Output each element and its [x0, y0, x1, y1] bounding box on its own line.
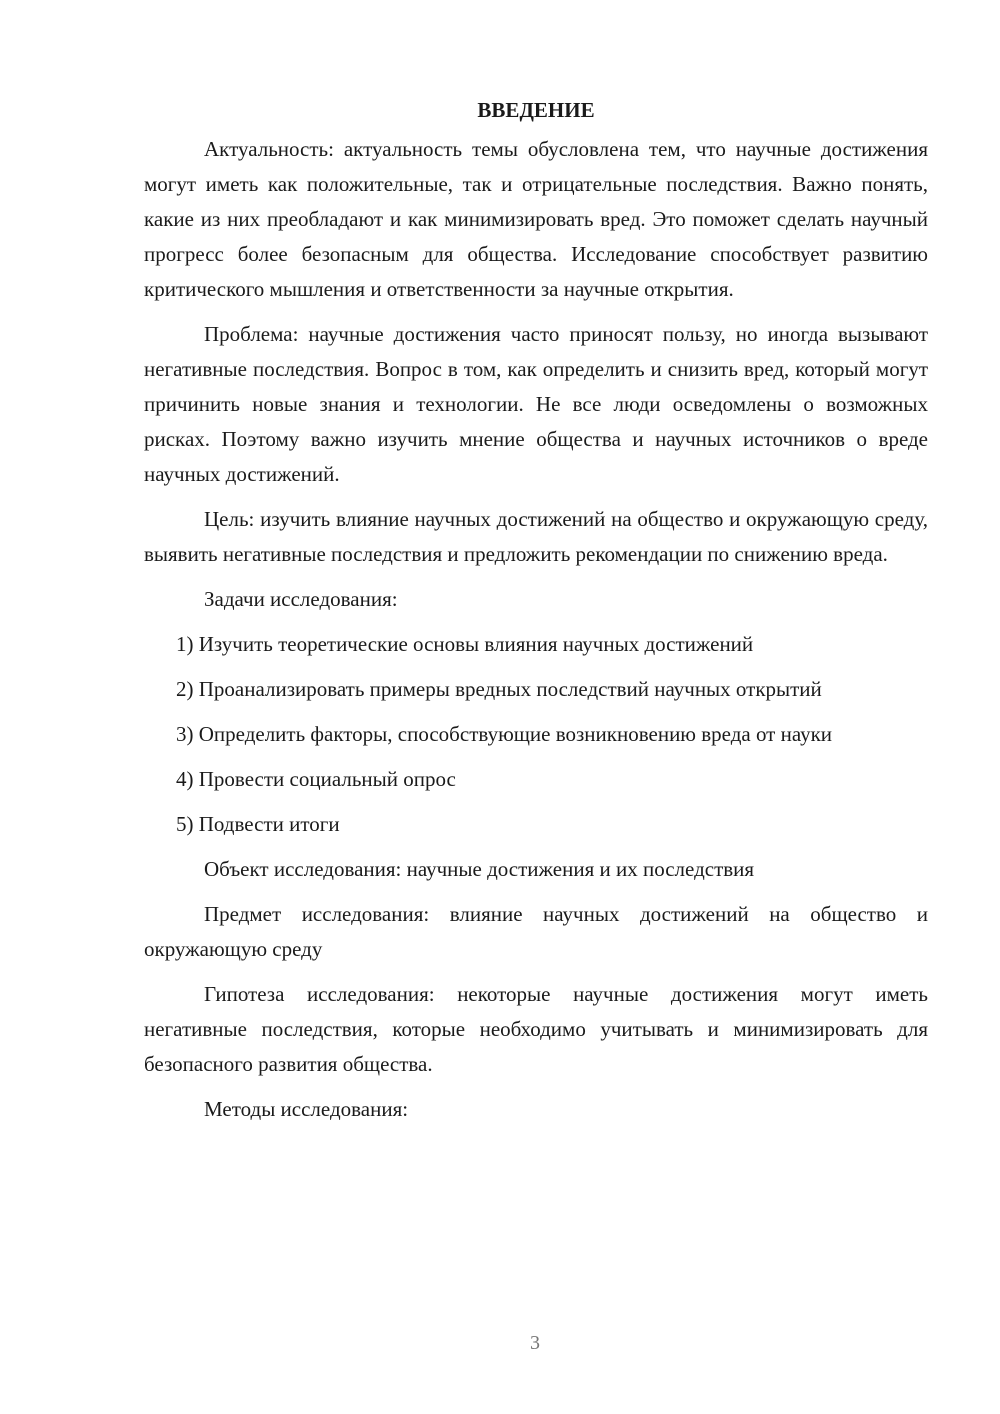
paragraph-problem: Проблема: научные достижения часто приносят пользу, но иногда вызывают негативные последствия. Вопрос в том, как определить и снизить вред, который могут причинить новые знания и технологии. Не все люди осведомлены о возможных рисках. Поэтому важно изучить мнение общества и научных источников о вреде научных достижений.	[144, 322, 928, 486]
tasks-list	[144, 627, 928, 842]
paragraph-goal: Цель: изучить влияние научных достижений на общество и окружающую среду, выявить негативные последствия и предложить рекомендации по снижению вреда.	[144, 507, 928, 566]
document-page	[144, 92, 928, 1137]
page-number: 3	[530, 1332, 540, 1354]
list-item: 1) Изучить теоретические основы влияния научных достижений	[176, 632, 754, 656]
paragraph-actuality: Актуальность: актуальность темы обусловлена тем, что научные достижения могут иметь как положительные, так и отрицательные последствия. Важно понять, какие из них преобладают и как минимизировать вред. Это поможет сделать научный прогресс более безопасным для общества. Исследование способствует развитию критического мышления и ответственности за научные открытия.	[144, 137, 928, 301]
tasks-heading: Задачи исследования:	[204, 587, 398, 611]
list-item: 3) Определить факторы, способствующие возникновению вреда от науки	[176, 722, 833, 746]
list-item: 5) Подвести итоги	[176, 812, 340, 836]
paragraph-subject: Предмет исследования: влияние научных достижений на общество и окружающую среду	[144, 902, 928, 961]
paragraph-object: Объект исследования: научные достижения и их последствия	[204, 857, 755, 881]
methods-heading: Методы исследования:	[204, 1097, 409, 1121]
document-title: ВВЕДЕНИЕ	[477, 98, 595, 122]
paragraph-hypothesis: Гипотеза исследования: некоторые научные достижения могут иметь негативные последствия, которые необходимо учитывать и минимизировать для безопасного развития общества.	[144, 982, 928, 1076]
list-item: 4) Провести социальный опрос	[176, 767, 456, 791]
list-item: 2) Проанализировать примеры вредных последствий научных открытий	[176, 677, 822, 701]
